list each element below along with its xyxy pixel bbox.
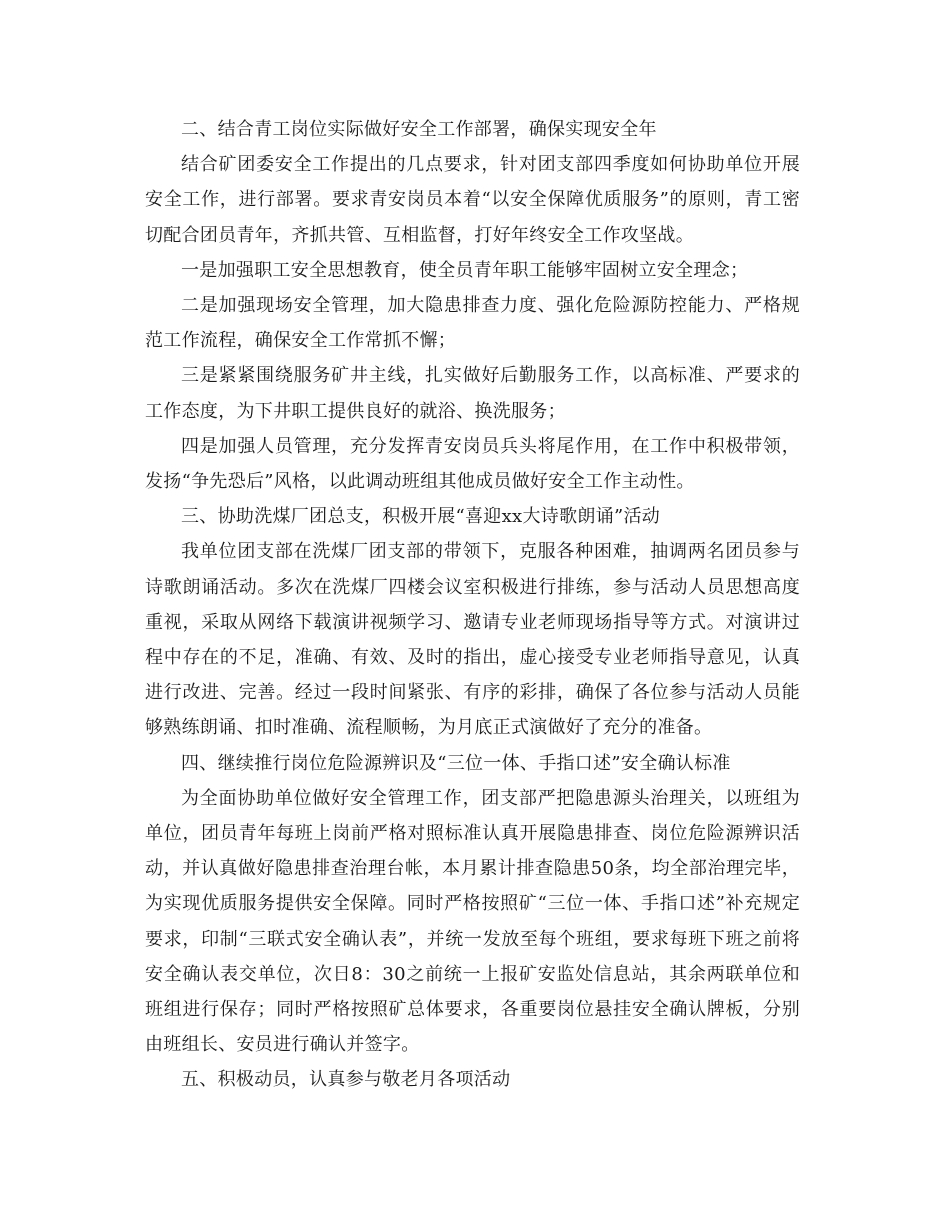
section-heading-2: 二、结合青工岗位实际做好安全工作部署，确保实现安全年 [181,119,657,140]
paragraph: 结合矿团委安全工作提出的几点要求，针对团支部四季度如何协助单位开展安全工作，进行部署。要求青安岗员本着“以安全保障优质服务”的原则，青工密切配合团员青年，齐抓共管、互相监督，打好年终安全工作攻坚战。 [145,154,800,246]
list-item-1: 一是加强职工安全思想教育，使全员青年职工能够牢固树立安全理念； [181,259,749,281]
list-item-2: 二是加强现场安全管理，加大隐患排查力度、强化危险源防控能力、严格规范工作流程，确保安全工作常抓不懈； [145,295,800,352]
section-heading-3: 三、协助洗煤厂团总支，积极开展“喜迎xx大诗歌朗诵”活动 [181,506,661,528]
section-heading-5: 五、积极动员，认真参与敬老月各项活动 [181,1069,511,1091]
paragraph: 我单位团支部在洗煤厂团支部的带领下，克服各种困难，抽调两名团员参与诗歌朗诵活动。多次在洗煤厂四楼会议室积极进行排练，参与活动人员思想高度重视，采取从网络下载演讲视频学习、邀请专业老师现场指导等方式。对演讲过程中存在的不足，准确、有效、及时的指出，虚心接受专业老师指导意见，认真进行改进、完善。经过一段时间紧张、有序的彩排，确保了各位参与活动人员能够熟练朗诵、扣时准确、流程顺畅，为月底正式演做好了充分的准备。 [145,541,800,739]
list-item-4: 四是加强人员管理，充分发挥青安岗员兵头将尾作用，在工作中积极带领，发扬“争先恐后”风格，以此调动班组其他成员做好安全工作主动性。 [145,435,800,493]
list-item-3: 三是紧紧围绕服务矿井主线，扎实做好后勤服务工作，以高标准、严要求的工作态度，为下井职工提供良好的就浴、换洗服务； [145,365,800,422]
section-heading-4: 四、继续推行岗位危险源辨识及“三位一体、手指口述”安全确认标准 [181,752,731,774]
paragraph: 为全面协助单位做好安全管理工作，团支部严把隐患源头治理关，以班组为单位，团员青年每班上岗前严格对照标准认真开展隐患排查、岗位危险源辨识活动，并认真做好隐患排查治理台帐，本月累计排查隐患50条，均全部治理完毕，为实现优质服务提供安全保障。同时严格按照矿“三位一体、手指口述”补充规定要求，印制“三联式安全确认表”，并统一发放至每个班组，要求每班下班之前将安全确认表交单位，次日8：30之前统一上报矿安监处信息站，其余两联单位和班组进行保存；同时严格按照矿总体要求，各重要岗位悬挂安全确认牌板，分别由班组长、安员进行确认并签字。 [145,787,800,1056]
document-body [145,112,800,1098]
